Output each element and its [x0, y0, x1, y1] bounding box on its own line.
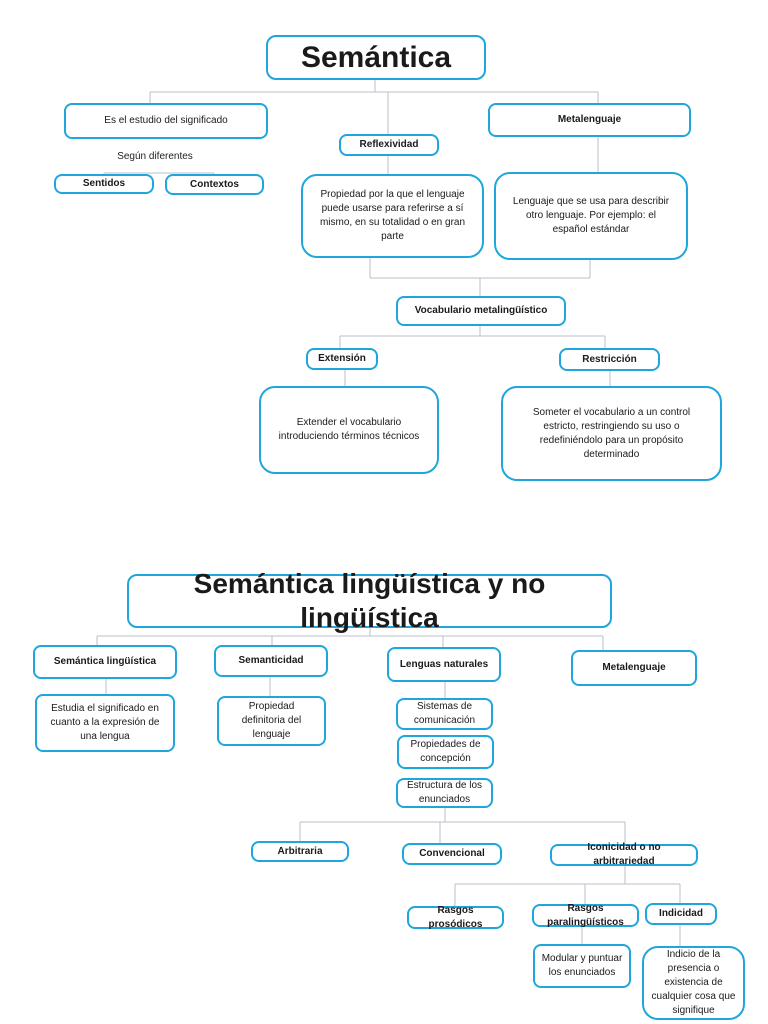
vocabulario-metalinguistico-box: Vocabulario metalingüístico — [396, 296, 566, 326]
rasgos-paralinguisticos-box: Rasgos paralingüísticos — [532, 904, 639, 927]
semanticidad-box: Semanticidad — [214, 645, 328, 677]
restriccion-box: Restricción — [559, 348, 660, 371]
title-semantica-linguistica: Semántica lingüística y no lingüística — [127, 574, 612, 628]
restriccion-description: Someter el vocabulario a un control estricto, restringiendo su uso o redefiniéndolo para un propósito determinado — [501, 386, 722, 481]
estructura-enunciados-box: Estructura de los enunciados — [396, 778, 493, 808]
extension-box: Extensión — [306, 348, 378, 370]
sentidos-box: Sentidos — [54, 174, 154, 194]
lenguas-naturales-box: Lenguas naturales — [387, 647, 501, 682]
convencional-box: Convencional — [402, 843, 502, 865]
definition-box: Es el estudio del significado — [64, 103, 268, 139]
segun-diferentes-label: Según diferentes — [117, 151, 193, 162]
metalenguaje-box: Metalenguaje — [488, 103, 691, 137]
indicidad-description: Indicio de la presencia o existencia de cualquier cosa que signifique — [642, 946, 745, 1020]
metalenguaje-box-2: Metalenguaje — [571, 650, 697, 686]
title-semantica: Semántica — [266, 35, 486, 80]
extension-description: Extender el vocabulario introduciendo términos técnicos — [259, 386, 439, 474]
metalenguaje-description: Lenguaje que se usa para describir otro lenguaje. Por ejemplo: el español estándar — [494, 172, 688, 260]
semantica-linguistica-description: Estudia el significado en cuanto a la expresión de una lengua — [35, 694, 175, 752]
propiedades-concepcion-box: Propiedades de concepción — [397, 735, 494, 769]
semantica-linguistica-box: Semántica lingüística — [33, 645, 177, 679]
iconicidad-box: Iconicidad o no arbitrariedad — [550, 844, 698, 866]
rasgos-prosodicos-box: Rasgos prosódicos — [407, 906, 504, 929]
contextos-box: Contextos — [165, 174, 264, 195]
reflexividad-box: Reflexividad — [339, 134, 439, 156]
semanticidad-description: Propiedad definitoria del lenguaje — [217, 696, 326, 746]
reflexividad-description: Propiedad por la que el lenguaje puede usarse para referirse a sí mismo, en su totalidad o en gran parte — [301, 174, 484, 258]
indicidad-box: Indicidad — [645, 903, 717, 925]
rasgos-paralinguisticos-description: Modular y puntuar los enunciados — [533, 944, 631, 988]
sistemas-comunicacion-box: Sistemas de comunicación — [396, 698, 493, 730]
arbitraria-box: Arbitraria — [251, 841, 349, 862]
